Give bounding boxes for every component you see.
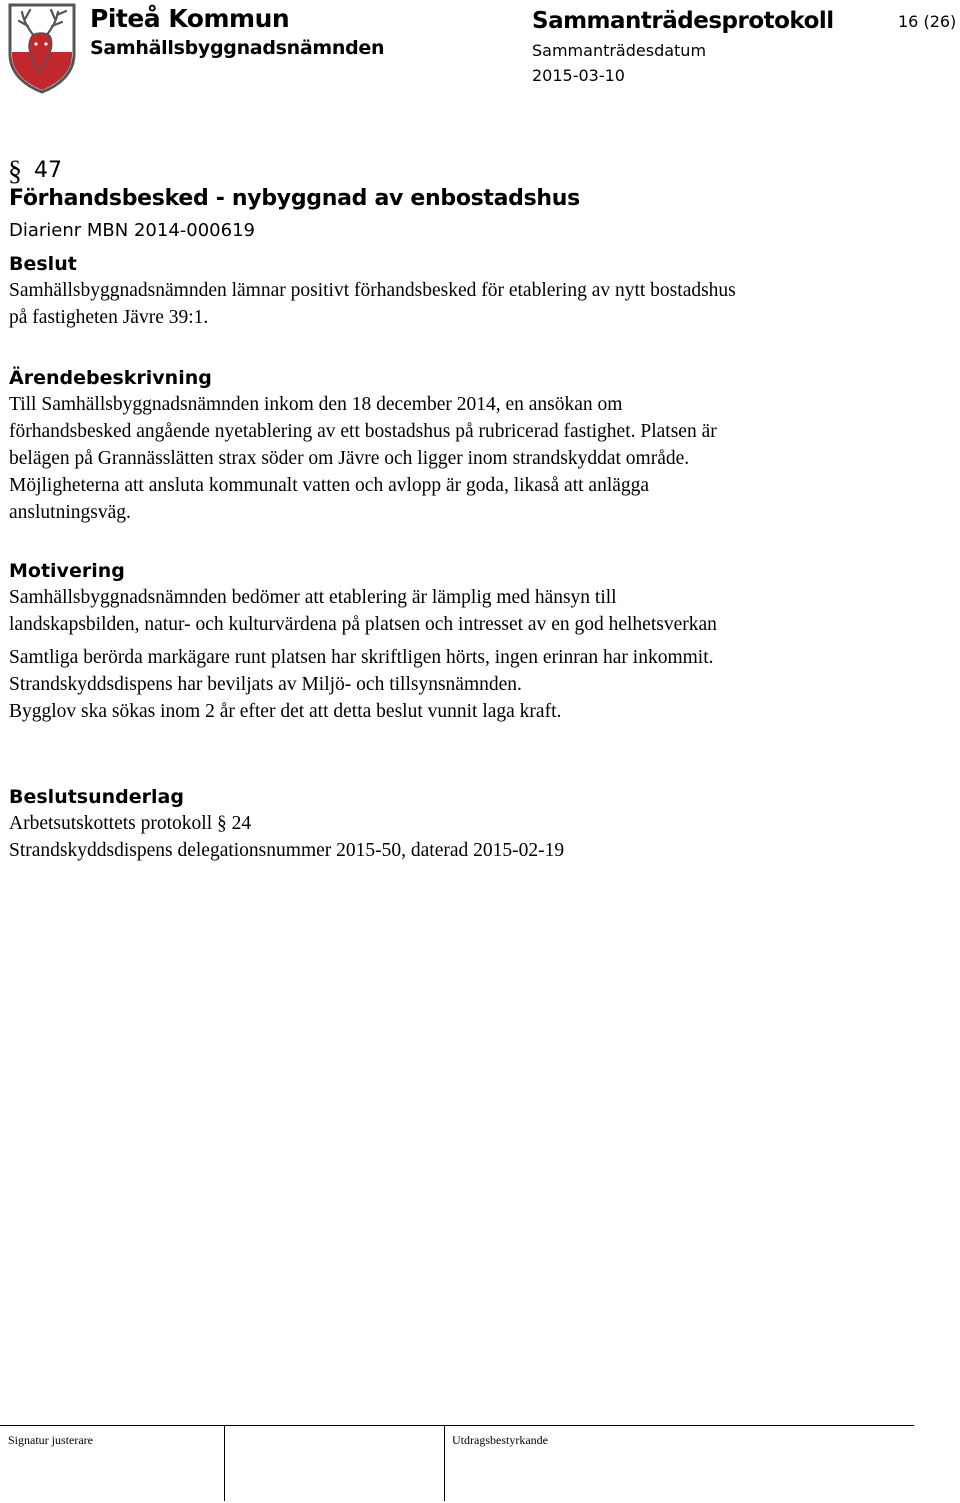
footer-divider-2 [444,1425,445,1501]
coat-of-arms-logo [6,2,78,94]
section-arendebeskrivning [9,365,949,526]
organization-unit: Samhällsbyggnadsnämnden [90,37,385,59]
section-heading-arende: Ärendebeskrivning [9,367,212,389]
section-beslut [9,251,949,331]
underlag-line-1-text: Arbetsutskottets protokoll [9,813,213,834]
underlag-line-1 [9,810,949,837]
meeting-date: 2015-03-10 [532,66,625,85]
footer-top-rule [0,1425,914,1426]
section-sign: § [8,156,22,187]
arende-line-2: förhandsbesked angående nyetablering av ett bostadshus på rubricerad fastighet. Platsen är [9,421,717,442]
arende-line-4: Möjligheterna att ansluta kommunalt vatten och avlopp är goda, likaså att anlägga [9,475,650,496]
motivering-line-2: landskapsbilden, natur- och kulturvärdena på platsen och intresset av en god helhetsverkan [9,614,717,635]
page-number: 16 (26) [898,12,957,31]
organization-name: Piteå Kommun [90,4,290,33]
underlag-paragraph-number: 24 [231,813,252,834]
section-heading-underlag: Beslutsunderlag [9,786,184,808]
footer-divider-1 [224,1425,225,1501]
section-heading-beslut: Beslut [9,253,77,275]
meeting-date-label: Sammanträdesdatum [532,41,707,60]
section-motivering [9,558,949,725]
underlag-line-2: Strandskyddsdispens delegationsnummer 2015-50, daterad 2015-02-19 [9,840,565,861]
footer-signature-label: Signatur justerare [8,1433,93,1447]
arende-line-5: anslutningsväg. [9,502,131,523]
motivering-line-4: Strandskyddsdispens har beviljats av Miljö- och tillsynsnämnden. [9,674,522,695]
motivering-line-1: Samhällsbyggnadsnämnden bedömer att etablering är lämplig med hänsyn till [9,587,617,608]
beslut-line-2: på fastigheten Jävre 39:1. [9,307,209,328]
case-title: Förhandsbesked - nybyggnad av enbostadshus [9,186,580,211]
arende-line-1: Till Samhällsbyggnadsnämnden inkom den 18 december 2014, en ansökan om [9,394,623,415]
motivering-line-5: Bygglov ska sökas inom 2 år efter det att detta beslut vunnit laga kraft. [9,701,562,722]
footer-extract-label: Utdragsbestyrkande [452,1433,548,1447]
section-heading-motivering: Motivering [9,560,125,582]
case-number: 47 [34,158,62,183]
beslut-line-1: Samhällsbyggnadsnämnden lämnar positivt förhandsbesked för etablering av nytt bostadshus [9,280,736,301]
section-beslutsunderlag [9,784,949,864]
document-title: Sammanträdesprotokoll [532,8,834,34]
motivering-line-3: Samtliga berörda markägare runt platsen har skriftligen hörts, ingen erinran har inkommit. [9,647,714,668]
underlag-section-sign: § [217,813,227,834]
case-diarienr: Diarienr MBN 2014-000619 [9,220,255,241]
arende-line-3: belägen på Grannässlätten strax söder om Jävre och ligger inom strandskyddat område. [9,448,690,469]
